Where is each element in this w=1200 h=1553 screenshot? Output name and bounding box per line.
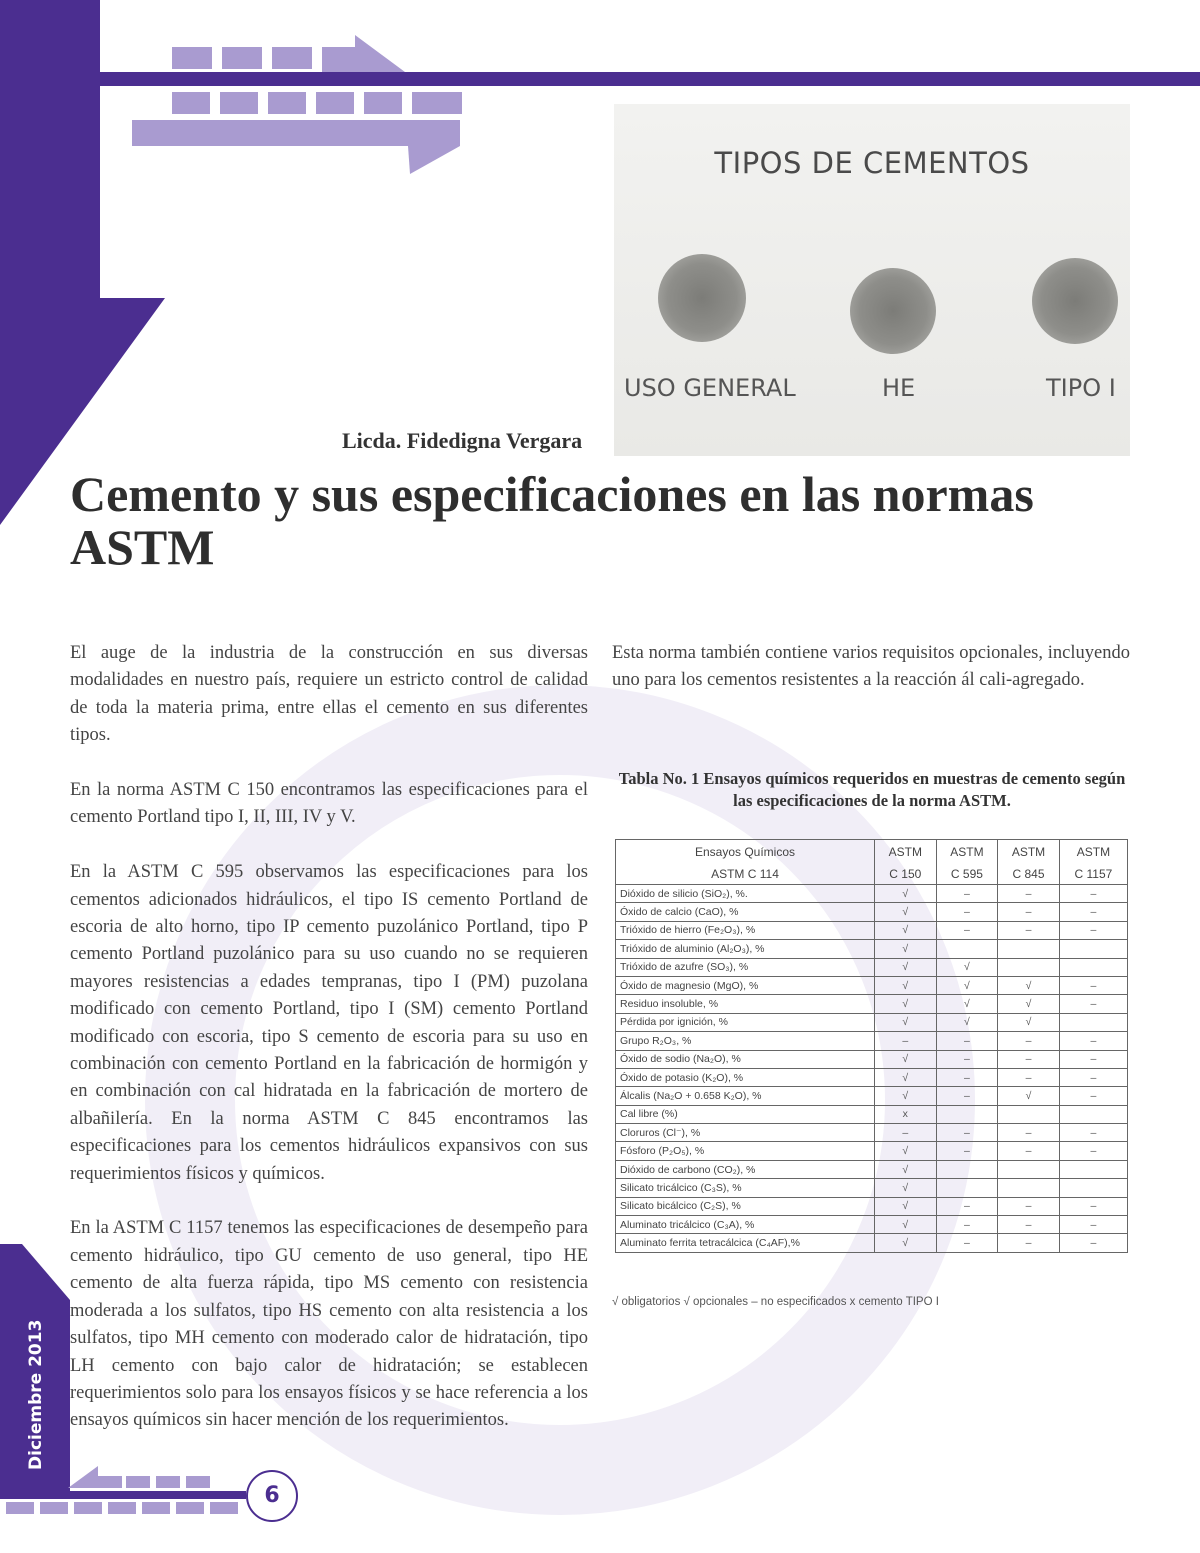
table-row [616,1068,1128,1086]
requirement-cell: – [936,1050,998,1068]
requirement-cell: √ [875,1216,937,1234]
table-row [616,1142,1128,1160]
table-row [616,921,1128,939]
arrow-right-icon [322,35,405,72]
requirement-cell: – [1059,1142,1127,1160]
table-row [616,1179,1128,1197]
test-name-cell: Silicato tricálcico (C₃S), % [616,1179,875,1197]
requirement-cell: – [936,1032,998,1050]
test-name-cell: Silicato bicálcico (C₂S), % [616,1197,875,1215]
paragraph: El auge de la industria de la construcción en sus diversas modalidades en nuestro país, requiere un estricto control de calidad de toda la materia prima, entre ellas el cemento en sus diferentes tipos. [70,643,588,746]
requirement-cell: – [936,885,998,903]
cement-sample-he [850,268,936,354]
table-row [616,1105,1128,1123]
test-name-cell: Dióxido de carbono (CO₂), % [616,1160,875,1178]
requirement-cell: √ [875,1234,937,1252]
requirement-cell: – [1059,1032,1127,1050]
requirement-cell: – [936,1068,998,1086]
article-title: Cemento y sus especificaciones en las normas ASTM [70,466,1034,575]
test-name-cell: Aluminato ferrita tetracálcica (C₄AF),% [616,1234,875,1252]
requirement-cell: – [1059,1216,1127,1234]
right-column [612,640,1130,722]
requirement-cell: – [936,921,998,939]
requirement-cell: – [998,1068,1060,1086]
requirement-cell: – [875,1124,937,1142]
requirement-cell [998,1160,1060,1178]
test-name-cell: Trióxido de azufre (SO₃), % [616,958,875,976]
requirement-cell: √ [998,1087,1060,1105]
requirement-cell: √ [875,1050,937,1068]
test-name-cell: Óxido de sodio (Na₂O), % [616,1050,875,1068]
cement-sample-uso-general [658,254,746,342]
table-row [616,1050,1128,1068]
test-name-cell: Trióxido de hierro (Fe₂O₃), % [616,921,875,939]
table-caption: Tabla No. 1 Ensayos químicos requeridos en muestras de cemento según las especificaciones de la norma ASTM. [618,769,1126,810]
requirement-cell [1059,1179,1127,1197]
author: Licda. Fidedigna Vergara [342,428,583,453]
table-header-cell: C 150 [875,864,937,885]
requirement-cell: √ [875,1013,937,1031]
requirement-cell [936,1179,998,1197]
requirement-cell [998,958,1060,976]
test-name-cell: Dióxido de silicio (SiO₂), %. [616,885,875,903]
requirement-cell: √ [875,995,937,1013]
requirement-cell: – [1059,921,1127,939]
requirement-cell: – [998,1216,1060,1234]
cement-photo [614,104,1130,456]
requirement-cell: – [998,1234,1060,1252]
table-header-cell: ASTM [998,840,1060,865]
paragraph: En la ASTM C 1157 tenemos las especificaciones de desempeño para cemento hidráulico, tipo GU cemento de uso general, tipo HE cemento de alta fuerza rápida, tipo MS cemento con resistencia moderada a los sulfatos, tipo HS cemento con alta resistencia a los sulfatos, tipo MH cemento con moderado calor de hidratación, tipo LH cemento con bajo calor de hidratación; se establecen requerimientos solo para los ensayos físicos y se hace referencia a los ensayos químicos sin hacer mención de los requerimientos. [70,1218,588,1431]
test-name-cell: Aluminato tricálcico (C₃A), % [616,1216,875,1234]
requirement-cell [1059,940,1127,958]
requirement-cell: √ [936,1013,998,1031]
left-column [70,640,588,1462]
header-rule [100,72,1200,86]
requirement-cell: √ [875,958,937,976]
requirement-cell: √ [998,995,1060,1013]
test-name-cell: Álcalis (Na₂O + 0.658 K₂O), % [616,1087,875,1105]
requirement-cell: – [1059,1124,1127,1142]
requirement-cell: √ [875,940,937,958]
table-row [616,1160,1128,1178]
requirement-cell [936,1160,998,1178]
issue-date: Diciembre 2013 [26,1319,46,1470]
requirement-cell: √ [875,885,937,903]
table-row [616,1234,1128,1252]
table-legend: √ obligatorios √ opcionales – no especificados x cemento TIPO I [612,1296,939,1308]
requirement-cell: √ [998,1013,1060,1031]
table-header-cell: ASTM [1059,840,1127,865]
test-name-cell: Óxido de potasio (K₂O), % [616,1068,875,1086]
requirement-cell: – [1059,976,1127,994]
table-header-row [616,840,1128,865]
table-header-cell: C 845 [998,864,1060,885]
requirement-cell: √ [875,921,937,939]
table-row [616,995,1128,1013]
table-header-row [616,864,1128,885]
table-row [616,903,1128,921]
requirement-cell: – [875,1032,937,1050]
requirement-cell: – [1059,1197,1127,1215]
requirement-cell: – [936,1124,998,1142]
requirement-cell: √ [936,958,998,976]
test-name-cell: Trióxido de aluminio (Al₂O₃), % [616,940,875,958]
photo-label-he: HE [882,374,916,402]
requirement-cell: – [998,1050,1060,1068]
paragraph: En la norma ASTM C 150 encontramos las especificaciones para el cemento Portland tipo I, II, III, IV y V. [70,780,588,828]
table-row [616,1032,1128,1050]
cement-sample-tipo-i [1032,258,1118,344]
test-name-cell: Óxido de calcio (CaO), % [616,903,875,921]
requirement-cell: – [936,1142,998,1160]
table-row [616,1013,1128,1031]
paragraph: En la ASTM C 595 observamos las especificaciones para los cementos adicionados hidráulicos, el tipo IS cemento Portland de escoria de alto horno, tipo IP cemento puzolánico Portland, tipo P cemento Portland puzolánico para su uso cuando no se requieren mayores resistencias a edades tempranas, tipo I (PM) puzolana modificado con cemento Portland, tipo I (SM) cemento Portland modificado con escoria, tipo S cemento de escoria para su uso en combinación con cemento Portland en la fabricación de hormigón y en combinación con cal hidratada en la fabricación de mortero de albañilería. En la norma ASTM C 845 encontramos las especificaciones para los cementos hidráulicos expansivos con sus requerimientos físicos y químicos. [70,862,588,1184]
table-row [616,976,1128,994]
requirement-cell: – [936,1216,998,1234]
requirement-cell: – [936,1197,998,1215]
requirement-cell: – [1059,1050,1127,1068]
requirement-cell [998,1179,1060,1197]
requirement-cell: – [998,1197,1060,1215]
table-header-cell: C 595 [936,864,998,885]
requirement-cell [1059,1013,1127,1031]
requirement-cell: – [998,1142,1060,1160]
requirement-cell [1059,958,1127,976]
arrow-left-icon [68,1466,122,1488]
requirement-cell: √ [875,1160,937,1178]
requirement-cell: √ [875,1087,937,1105]
test-name-cell: Residuo insoluble, % [616,995,875,1013]
table-header-cell: ASTM [936,840,998,865]
requirement-cell: – [1059,1068,1127,1086]
test-name-cell: Fósforo (P₂O₅), % [616,1142,875,1160]
table-row [616,940,1128,958]
requirement-cell: x [875,1105,937,1123]
requirement-cell: √ [875,1068,937,1086]
requirement-cell: – [936,903,998,921]
requirement-cell: √ [875,1142,937,1160]
requirement-cell: – [936,1234,998,1252]
test-name-cell: Grupo R₂O₃, % [616,1032,875,1050]
deco-bar [132,120,460,146]
table-row [616,885,1128,903]
photo-title: TIPOS DE CEMENTOS [714,146,1030,180]
requirement-cell: – [998,921,1060,939]
test-name-cell: Cloruros (Cl⁻), % [616,1124,875,1142]
table-row [616,1197,1128,1215]
chemical-tests-table [615,839,1128,1253]
table-header-cell: Ensayos Químicos [616,840,875,865]
requirement-cell: – [998,903,1060,921]
requirement-cell: √ [875,903,937,921]
requirement-cell [1059,1160,1127,1178]
requirement-cell: √ [936,976,998,994]
requirement-cell: – [1059,1087,1127,1105]
paragraph: Esta norma también contiene varios requisitos opcionales, incluyendo uno para los cementos resistentes a la reacción ál cali-agregado. [612,643,1130,691]
photo-label-uso-general: USO GENERAL [624,374,796,402]
requirement-cell: – [1059,903,1127,921]
table-row [616,1087,1128,1105]
requirement-cell: – [998,1032,1060,1050]
table-row [616,1124,1128,1142]
requirement-cell: – [936,1087,998,1105]
table-row [616,958,1128,976]
requirement-cell: – [1059,995,1127,1013]
requirement-cell: √ [875,1179,937,1197]
requirement-cell [1059,1105,1127,1123]
table-header-cell: ASTM [875,840,937,865]
table-body [616,885,1128,1253]
table-row [616,1216,1128,1234]
requirement-cell: – [998,885,1060,903]
test-name-cell: Pérdida por ignición, % [616,1013,875,1031]
requirement-cell: √ [936,995,998,1013]
test-name-cell: Cal libre (%) [616,1105,875,1123]
requirement-cell: √ [875,976,937,994]
requirement-cell [998,940,1060,958]
requirement-cell: √ [875,1197,937,1215]
table-header-cell: ASTM C 114 [616,864,875,885]
requirement-cell: √ [998,976,1060,994]
requirement-cell: – [998,1124,1060,1142]
table-header-cell: C 1157 [1059,864,1127,885]
page-number: 6 [246,1470,298,1522]
requirement-cell [998,1105,1060,1123]
test-name-cell: Óxido de magnesio (MgO), % [616,976,875,994]
photo-label-tipo-i: TIPO I [1046,374,1116,402]
requirement-cell [936,940,998,958]
requirement-cell: – [1059,885,1127,903]
requirement-cell: – [1059,1234,1127,1252]
requirement-cell [936,1105,998,1123]
